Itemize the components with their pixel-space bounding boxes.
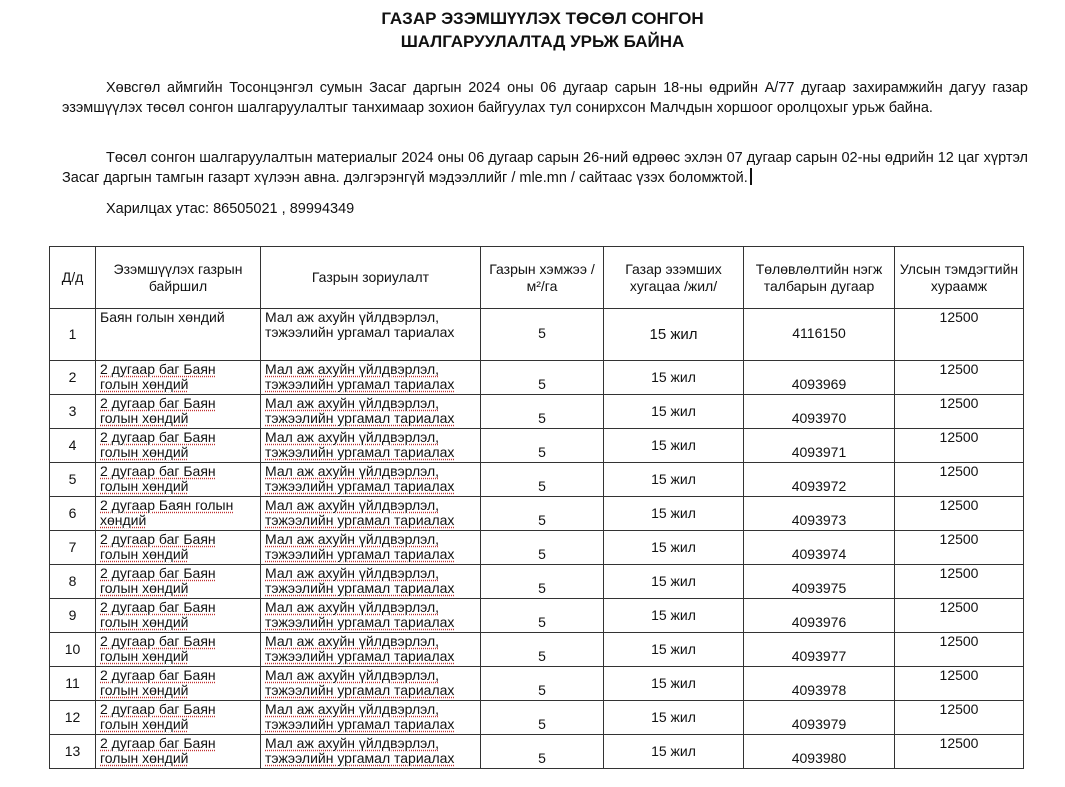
cell-location	[96, 395, 261, 429]
cell-unit-number: 4093977	[744, 633, 895, 667]
cell-no: 6	[50, 497, 96, 531]
table-row	[50, 701, 1024, 735]
header-fee: Улсын тэмдэгтийн хураамж	[895, 247, 1024, 309]
cell-area: 5	[481, 395, 604, 429]
cell-fee: 12500	[895, 565, 1024, 599]
cell-no: 9	[50, 599, 96, 633]
cell-fee: 12500	[895, 531, 1024, 565]
cell-purpose	[261, 701, 481, 735]
table-row	[50, 667, 1024, 701]
header-purpose: Газрын зориулалт	[261, 247, 481, 309]
cell-fee: 12500	[895, 497, 1024, 531]
cell-unit-number: 4116150	[744, 309, 895, 361]
submission-text[interactable]: Төсөл сонгон шалгаруулалтын материалыг 2024 оны 06 дугаар сарын 26-ний өдрөөс эхлэн 07 дугаар сарын 02-ны өдрийн 12 цаг хүртэл Засаг даргын тамгын газарт хүлээн авна. дэлгэрэнгүй мэдээллийг / mle.mn / сайтаас үзэх боломжтой.	[62, 150, 1029, 186]
cell-fee: 12500	[895, 735, 1024, 769]
cell-term: 15 жил	[604, 309, 744, 361]
cell-location-text: 2 дугаар баг Баян голын хөндий	[100, 599, 216, 630]
cell-fee: 12500	[895, 599, 1024, 633]
cell-fee: 12500	[895, 361, 1024, 395]
cell-no: 11	[50, 667, 96, 701]
cell-no: 3	[50, 395, 96, 429]
cell-location-text: 2 дугаар баг Баян голын хөндий	[100, 463, 216, 494]
cell-area: 5	[481, 735, 604, 769]
cell-purpose-text: Мал аж ахуйн үйлдвэрлэл, тэжээлийн ургамал тариалах	[265, 531, 455, 562]
table-row	[50, 361, 1024, 395]
cell-location: Баян голын хөндий	[96, 309, 261, 361]
cell-purpose-text: Мал аж ахуйн үйлдвэрлэл, тэжээлийн ургамал тариалах	[265, 497, 455, 528]
cell-unit-number: 4093980	[744, 735, 895, 769]
table-row	[50, 395, 1024, 429]
cell-term: 15 жил	[604, 463, 744, 497]
header-area: Газрын хэмжээ /м²/га	[481, 247, 604, 309]
cell-location-text: 2 дугаар баг Баян голын хөндий	[100, 531, 216, 562]
table-row	[50, 429, 1024, 463]
cell-unit-number: 4093975	[744, 565, 895, 599]
cell-term: 15 жил	[604, 565, 744, 599]
cell-purpose-text: Мал аж ахуйн үйлдвэрлэл, тэжээлийн ургамал тариалах	[265, 395, 455, 426]
table-row	[50, 565, 1024, 599]
cell-no: 10	[50, 633, 96, 667]
cell-purpose-text: Мал аж ахуйн үйлдвэрлэл, тэжээлийн ургамал тариалах	[265, 599, 455, 630]
cell-location-text: 2 дугаар баг Баян голын хөндий	[100, 395, 216, 426]
cell-location	[96, 701, 261, 735]
cell-unit-number: 4093976	[744, 599, 895, 633]
cell-location	[96, 497, 261, 531]
table-row	[50, 633, 1024, 667]
cell-location	[96, 531, 261, 565]
cell-fee: 12500	[895, 701, 1024, 735]
cell-term: 15 жил	[604, 633, 744, 667]
cell-unit-number: 4093970	[744, 395, 895, 429]
header-term: Газар эзэмших хугацаа /жил/	[604, 247, 744, 309]
cell-location-text: 2 дугаар баг Баян голын хөндий	[100, 735, 216, 766]
header-unit-number: Төлөвлөлтийн нэгж талбарын дугаар	[744, 247, 895, 309]
land-parcel-table	[49, 246, 1024, 769]
cell-unit-number: 4093971	[744, 429, 895, 463]
cell-term: 15 жил	[604, 497, 744, 531]
cell-location	[96, 633, 261, 667]
cell-fee: 12500	[895, 309, 1024, 361]
page-title: ГАЗАР ЭЗЭМШҮҮЛЭХ ТӨСӨЛ СОНГОН	[381, 9, 704, 28]
cell-area: 5	[481, 361, 604, 395]
cell-area: 5	[481, 429, 604, 463]
table-row	[50, 599, 1024, 633]
cell-term: 15 жил	[604, 667, 744, 701]
table-row	[50, 309, 1024, 361]
cell-purpose-text: Мал аж ахуйн үйлдвэрлэл, тэжээлийн ургамал тариалах	[265, 463, 455, 494]
cell-unit-number: 4093974	[744, 531, 895, 565]
cell-term: 15 жил	[604, 701, 744, 735]
header-location: Эзэмшүүлэх газрын байршил	[96, 247, 261, 309]
header-no: Д/д	[50, 247, 96, 309]
cell-no: 7	[50, 531, 96, 565]
cell-location-text: 2 дугаар баг Баян голын хөндий	[100, 633, 216, 664]
cell-unit-number: 4093979	[744, 701, 895, 735]
cell-unit-number: 4093972	[744, 463, 895, 497]
table-row	[50, 463, 1024, 497]
cell-fee: 12500	[895, 463, 1024, 497]
cell-purpose-text: Мал аж ахуйн үйлдвэрлэл, тэжээлийн ургамал тариалах	[265, 667, 455, 698]
cell-location	[96, 361, 261, 395]
cell-purpose	[261, 429, 481, 463]
cell-purpose	[261, 565, 481, 599]
cell-term: 15 жил	[604, 361, 744, 395]
cell-purpose	[261, 395, 481, 429]
cell-unit-number: 4093978	[744, 667, 895, 701]
cell-fee: 12500	[895, 667, 1024, 701]
cell-term: 15 жил	[604, 599, 744, 633]
cell-area: 5	[481, 599, 604, 633]
cell-area: 5	[481, 701, 604, 735]
text-cursor	[750, 168, 752, 185]
cell-purpose	[261, 361, 481, 395]
cell-unit-number: 4093969	[744, 361, 895, 395]
page-subtitle: ШАЛГАРУУЛАЛТАД УРЬЖ БАЙНА	[400, 32, 685, 51]
cell-purpose-text: Мал аж ахуйн үйлдвэрлэл, тэжээлийн ургамал тариалах	[265, 429, 455, 460]
cell-fee: 12500	[895, 633, 1024, 667]
cell-location	[96, 667, 261, 701]
cell-term: 15 жил	[604, 531, 744, 565]
cell-purpose: Мал аж ахуйн үйлдвэрлэл, тэжээлийн ургамал тариалах	[261, 309, 481, 361]
intro-paragraph	[62, 78, 1028, 118]
table-header-row	[50, 247, 1024, 309]
cell-location-text: 2 дугаар баг Баян голын хөндий	[100, 361, 216, 392]
cell-fee: 12500	[895, 395, 1024, 429]
cell-purpose	[261, 633, 481, 667]
cell-purpose	[261, 667, 481, 701]
cell-no: 8	[50, 565, 96, 599]
cell-area: 5	[481, 667, 604, 701]
cell-purpose	[261, 463, 481, 497]
cell-location	[96, 599, 261, 633]
cell-area: 5	[481, 463, 604, 497]
cell-purpose	[261, 735, 481, 769]
cell-no: 4	[50, 429, 96, 463]
cell-purpose-text: Мал аж ахуйн үйлдвэрлэл, тэжээлийн ургамал тариалах	[265, 701, 455, 732]
cell-area: 5	[481, 497, 604, 531]
cell-location-text: 2 дугаар баг Баян голын хөндий	[100, 667, 216, 698]
cell-purpose	[261, 599, 481, 633]
cell-no: 1	[50, 309, 96, 361]
cell-location-text: 2 дугаар баг Баян голын хөндий	[100, 429, 216, 460]
contact-line: Харилцах утас: 86505021 , 89994349	[106, 201, 355, 217]
cell-term: 15 жил	[604, 429, 744, 463]
cell-purpose-text: Мал аж ахуйн үйлдвэрлэл, тэжээлийн ургамал тариалах	[265, 361, 455, 392]
cell-location-text: 2 дугаар баг Баян голын хөндий	[100, 565, 216, 596]
cell-no: 2	[50, 361, 96, 395]
table-row	[50, 497, 1024, 531]
cell-unit-number: 4093973	[744, 497, 895, 531]
table-row	[50, 735, 1024, 769]
cell-purpose-text: Мал аж ахуйн үйлдвэрлэл, тэжээлийн ургамал тариалах	[265, 735, 455, 766]
cell-location-text: 2 дугаар Баян голын хөндий	[100, 497, 234, 528]
cell-location	[96, 429, 261, 463]
cell-no: 13	[50, 735, 96, 769]
cell-purpose	[261, 497, 481, 531]
cell-location-text: 2 дугаар баг Баян голын хөндий	[100, 701, 216, 732]
cell-location	[96, 463, 261, 497]
cell-area: 5	[481, 531, 604, 565]
cell-area: 5	[481, 565, 604, 599]
intro-text: Хөвсгөл аймгийн Тосонцэнгэл сумын Засаг даргын 2024 оны 06 дугаар сарын 18-ны өдрийн А/77 дугаар захирамжийн дагуу газар эзэмшүүлэх төсөл сонгон шалгаруулалтыг танхимаар зохион байгуулах тул сонирхсон Малчдын хоршоог оролцохыг урьж байна.	[62, 80, 1028, 116]
cell-area: 5	[481, 633, 604, 667]
cell-no: 5	[50, 463, 96, 497]
submission-paragraph[interactable]	[62, 148, 1028, 188]
cell-no: 12	[50, 701, 96, 735]
cell-term: 15 жил	[604, 395, 744, 429]
cell-purpose	[261, 531, 481, 565]
cell-purpose-text: Мал аж ахуйн үйлдвэрлэл, тэжээлийн ургамал тариалах	[265, 633, 455, 664]
cell-term: 15 жил	[604, 735, 744, 769]
cell-location	[96, 565, 261, 599]
cell-area: 5	[481, 309, 604, 361]
table-row	[50, 531, 1024, 565]
cell-purpose-text: Мал аж ахуйн үйлдвэрлэл, тэжээлийн ургамал тариалах	[265, 565, 455, 596]
cell-fee: 12500	[895, 429, 1024, 463]
cell-location	[96, 735, 261, 769]
